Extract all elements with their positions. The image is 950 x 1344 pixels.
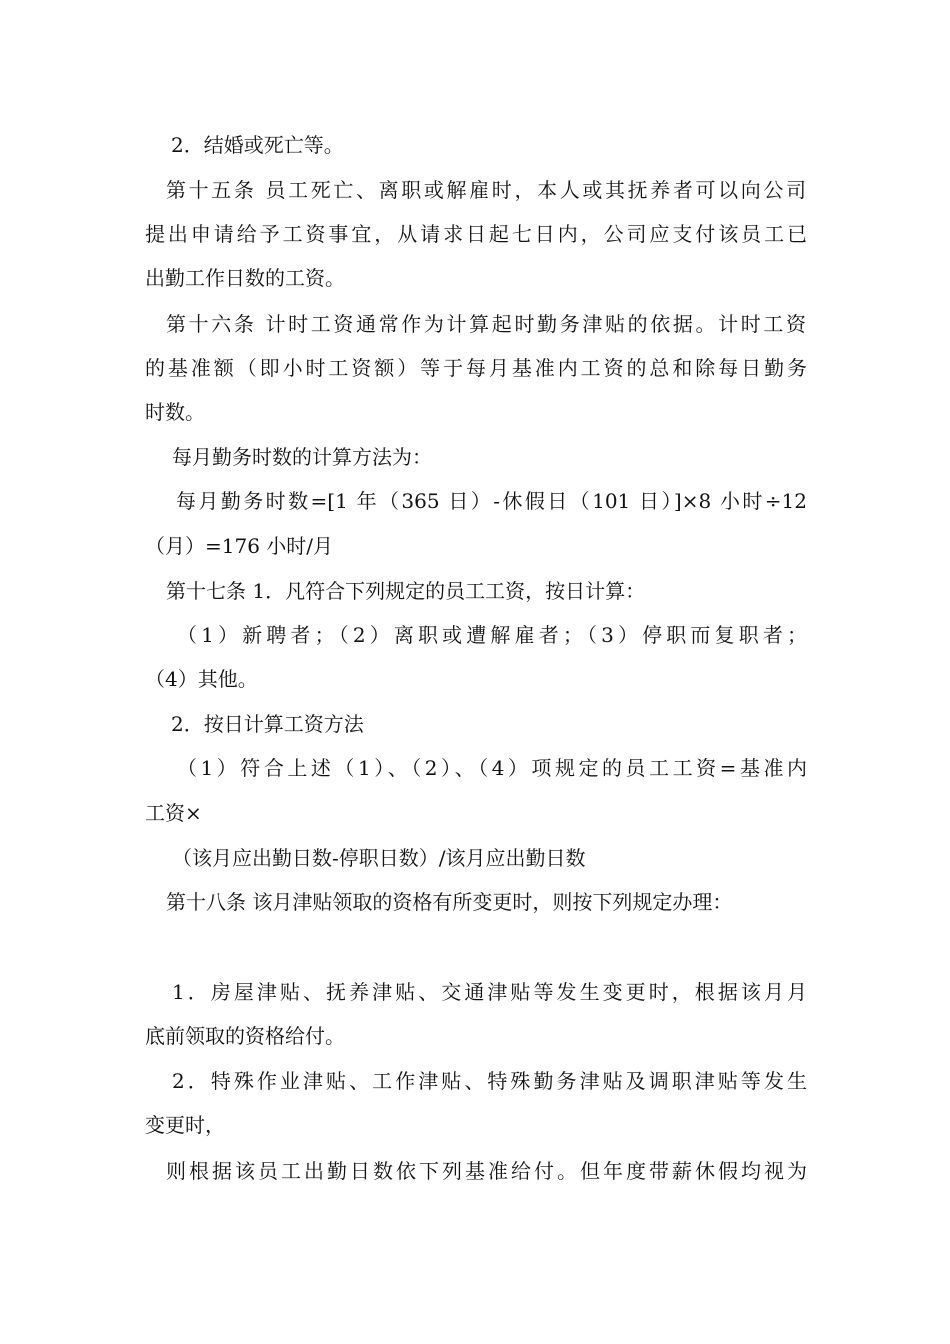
- text-line: 每月勤务时数的计算方法为：: [172, 445, 432, 469]
- text-line: 变更时，: [145, 1113, 225, 1137]
- text-line: 2．按日计算工资方法: [171, 712, 364, 736]
- text-line: 工资×: [145, 801, 202, 825]
- text-line: 出勤工作日数的工资。: [145, 266, 345, 290]
- text-line: （1）符合上述（1）、（2）、（4）项规定的员工工资=基准内: [177, 756, 807, 780]
- text-line: 每月勤务时数=[1 年（365 日）-休假日（101 日）]×8 小时÷12: [176, 489, 807, 513]
- text-line: 第十八条 该月津贴领取的资格有所变更时，则按下列规定办理：: [166, 890, 733, 914]
- text-line: 的基准额（即小时工资额）等于每月基准内工资的总和除每日勤务: [145, 356, 807, 380]
- text-line: 2．特殊作业津贴、工作津贴、特殊勤务津贴及调职津贴等发生: [172, 1069, 807, 1093]
- text-line: 底前领取的资格给付。: [145, 1024, 345, 1048]
- text-line: （该月应出勤日数-停职日数）/该月应出勤日数: [172, 846, 586, 870]
- text-line: （1）新聘者；（2）离职或遭解雇者；（3）停职而复职者；: [177, 623, 807, 647]
- text-line: 第十五条 员工死亡、离职或解雇时，本人或其抚养者可以向公司: [166, 178, 806, 202]
- text-line: 第十七条 1．凡符合下列规定的员工工资，按日计算：: [166, 579, 646, 603]
- text-line: 2．结婚或死亡等。: [171, 133, 344, 157]
- text-line: （4）其他。: [145, 667, 258, 691]
- text-line: 第十六条 计时工资通常作为计算起时勤务津贴的依据。计时工资: [166, 312, 806, 336]
- text-line: 时数。: [145, 400, 205, 424]
- text-line: 1．房屋津贴、抚养津贴、交通津贴等发生变更时，根据该月月: [172, 980, 807, 1004]
- text-line: 则根据该员工出勤日数依下列基准给付。但年度带薪休假均视为: [166, 1159, 807, 1183]
- text-line: 提出申请给予工资事宜，从请求日起七日内，公司应支付该员工已: [145, 222, 807, 246]
- text-line: （月）=176 小时/月: [145, 534, 334, 558]
